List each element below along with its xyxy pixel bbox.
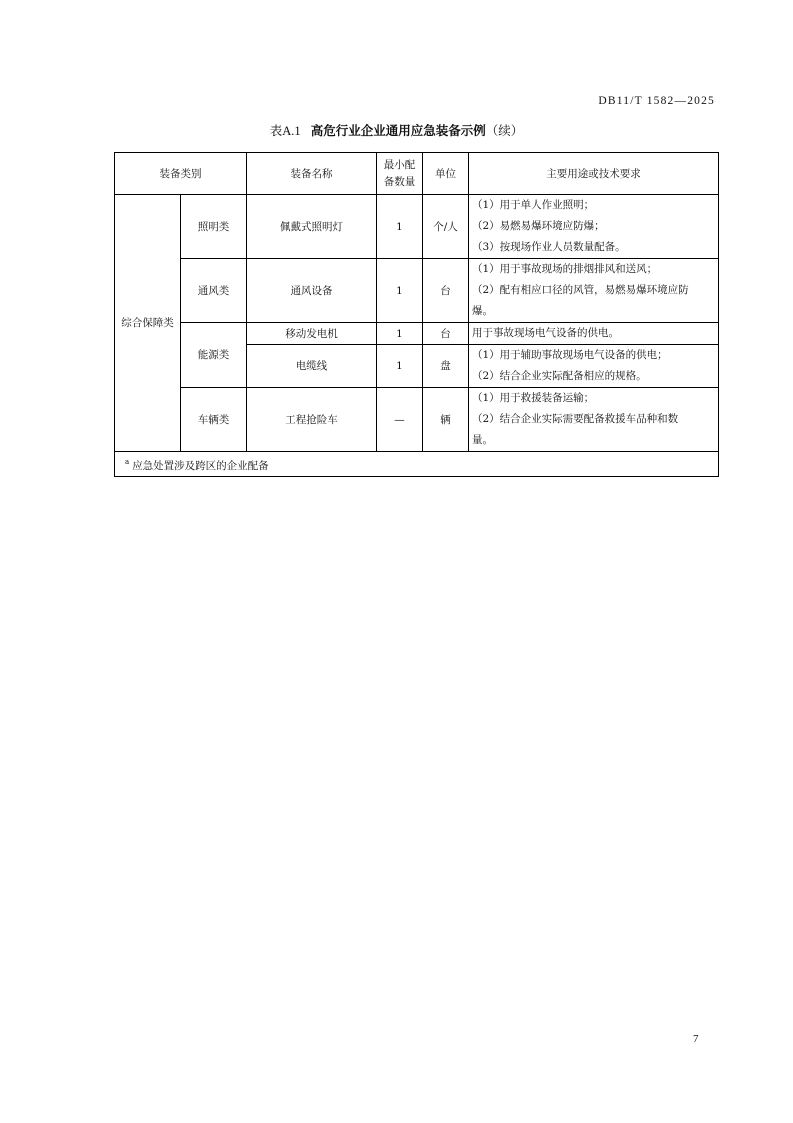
unit: 个/人 (423, 195, 469, 259)
requirements (469, 323, 719, 345)
requirement-line: 爆。 (472, 305, 493, 317)
footnote-mark: a (125, 458, 130, 466)
unit: 台 (423, 259, 469, 323)
header-category: 装备类别 (115, 153, 247, 195)
table-title (0, 121, 793, 139)
min-qty: 1 (377, 195, 423, 259)
requirement-line: （2）配有相应口径的风管，易燃易爆环境应防 (472, 284, 689, 296)
equipment-name: 工程抢险车 (247, 388, 377, 452)
min-qty: 1 (377, 345, 423, 388)
requirement-line: （2）易燃易爆环境应防爆； (472, 220, 605, 232)
requirement-line: （2）结合企业实际配备相应的规格。 (472, 370, 647, 382)
subcategory: 照明类 (181, 195, 247, 259)
equipment-name: 通风设备 (247, 259, 377, 323)
equipment-name: 电缆线 (247, 345, 377, 388)
table-row (115, 388, 719, 452)
subcategory: 通风类 (181, 259, 247, 323)
header-min-qty (377, 153, 423, 195)
table-row (115, 259, 719, 323)
footnote-row (115, 452, 719, 477)
equipment-name: 移动发电机 (247, 323, 377, 345)
requirement-line: （1）用于救援装备运输； (472, 392, 595, 404)
header-unit: 单位 (423, 153, 469, 195)
header-min-qty-line1: 最小配 (383, 158, 416, 171)
header-name: 装备名称 (247, 153, 377, 195)
table-title-suffix: （续） (485, 123, 524, 138)
subcategory: 能源类 (181, 323, 247, 388)
requirements (469, 345, 719, 388)
requirement-line: （2）结合企业实际需要配备救援车品种和数 (472, 413, 679, 425)
equipment-name: 佩戴式照明灯 (247, 195, 377, 259)
equipment-table (114, 152, 719, 477)
min-qty: 1 (377, 259, 423, 323)
unit: 辆 (423, 388, 469, 452)
footnote-text: 应急处置涉及跨区的企业配备 (132, 460, 269, 472)
requirements (469, 259, 719, 323)
category-main: 综合保障类 (115, 195, 181, 452)
subcategory: 车辆类 (181, 388, 247, 452)
footnote (115, 452, 719, 477)
header-requirements: 主要用途或技术要求 (469, 153, 719, 195)
table-number: 表A.1 (269, 124, 301, 138)
requirements (469, 195, 719, 259)
requirement-line: （1）用于辅助事故现场电气设备的供电； (472, 349, 668, 361)
requirements (469, 388, 719, 452)
requirement-line: 量。 (472, 434, 493, 446)
requirement-line: （3）按现场作业人员数量配备。 (472, 241, 626, 253)
unit: 盘 (423, 345, 469, 388)
min-qty: — (377, 388, 423, 452)
header-row (115, 153, 719, 195)
header-min-qty-line2: 备数量 (383, 175, 416, 188)
requirement-line: （1）用于事故现场的排烟排风和送风； (472, 263, 658, 275)
table-title-text: 高危行业企业通用应急装备示例 (310, 123, 486, 138)
unit: 台 (423, 323, 469, 345)
requirement-line: 用于事故现场电气设备的供电。 (472, 327, 619, 339)
requirement-line: （1）用于单人作业照明； (472, 199, 595, 211)
page-number: 7 (693, 1033, 699, 1045)
table-row (115, 323, 719, 345)
min-qty: 1 (377, 323, 423, 345)
table-row (115, 195, 719, 259)
document-code: DB11/T 1582—2025 (598, 95, 715, 107)
